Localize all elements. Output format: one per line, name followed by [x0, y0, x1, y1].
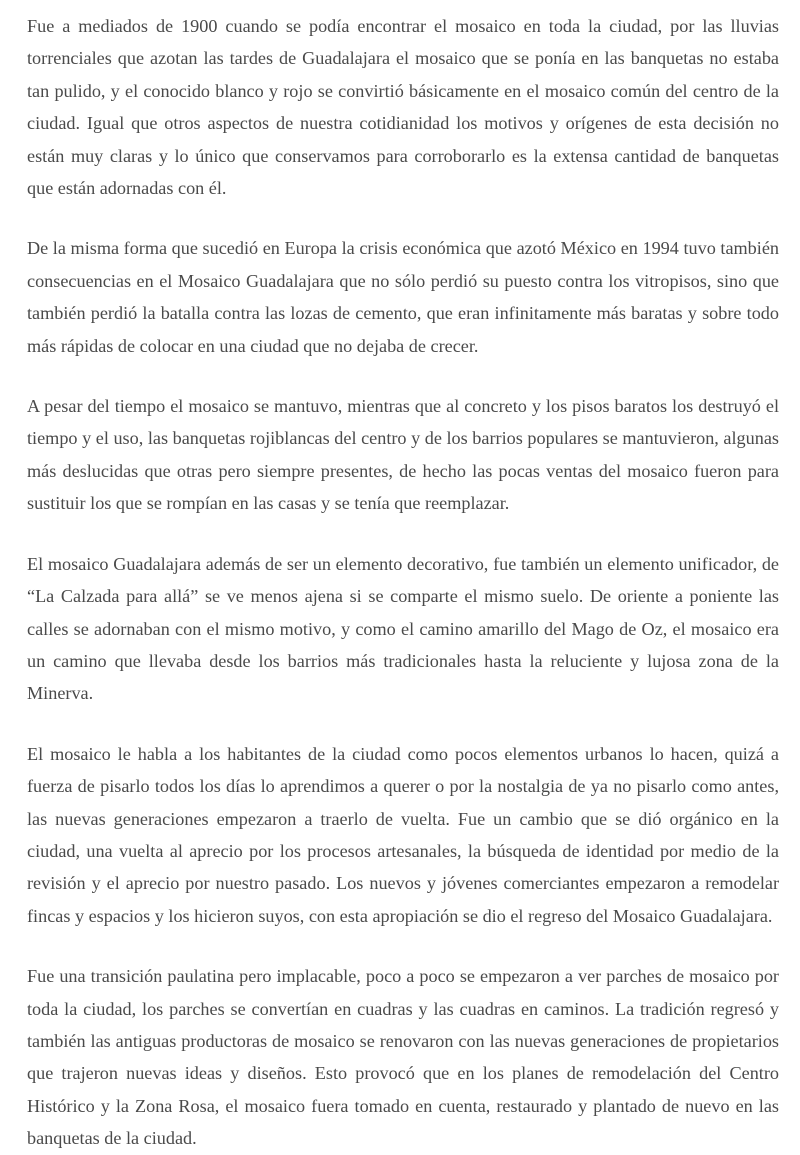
- paragraph-3: A pesar del tiempo el mosaico se mantuvo, mientras que al concreto y los pisos baratos los destruyó el tiempo y el uso, las banquetas rojiblancas del centro y de los barrios populares se mantuvieron, algunas más deslucidas que otras pero siempre presentes, de hecho las pocas ventas del mosaico fueron para sustituir los que se rompían en las casas y se tenía que reemplazar.: [27, 396, 779, 514]
- paragraph-1: Fue a mediados de 1900 cuando se podía encontrar el mosaico en toda la ciudad, por las lluvias torrenciales que azotan las tardes de Guadalajara el mosaico que se ponía en las banquetas no estaba tan pulido, y el conocido blanco y rojo se convirtió básicamente en el mosaico común del centro de la ciudad. Igual que otros aspectos de nuestra cotidianidad los motivos y orígenes de esta decisión no están muy claras y lo único que conservamos para corroborarlo es la extensa cantidad de banquetas que están adornadas con él.: [27, 16, 779, 199]
- paragraph-5: El mosaico le habla a los habitantes de la ciudad como pocos elementos urbanos lo hacen, quizá a fuerza de pisarlo todos los días lo aprendimos a querer o por la nostalgia de ya no pisarlo como antes, las nuevas generaciones empezaron a traerlo de vuelta. Fue un cambio que se dió orgánico en la ciudad, una vuelta al aprecio por los procesos artesanales, la búsqueda de identidad por medio de la revisión y el aprecio por nuestro pasado. Los nuevos y jóvenes comerciantes empezaron a remodelar fincas y espacios y los hicieron suyos, con esta apropiación se dio el regreso del Mosaico Guadalajara.: [27, 743, 779, 926]
- paragraph-6: Fue una transición paulatina pero implacable, poco a poco se empezaron a ver parches de mosaico por toda la ciudad, los parches se convertían en cuadras y las cuadras en caminos. La tradición regresó y también las antiguas productoras de mosaico se renovaron con las nuevas generaciones de propietarios que trajeron nuevas ideas y diseños. Esto provocó que en los planes de remodelación del Centro Histórico y la Zona Rosa, el mosaico fuera tomado en cuenta, restaurado y plantado de nuevo en las banquetas de la ciudad.: [27, 966, 779, 1149]
- paragraph-2: De la misma forma que sucedió en Europa la crisis económica que azotó México en 1994 tuvo también consecuencias en el Mosaico Guadalajara que no sólo perdió su puesto contra los vitropisos, sino que también perdió la batalla contra las lozas de cemento, que eran infinitamente más baratas y sobre todo más rápidas de colocar en una ciudad que no dejaba de crecer.: [27, 238, 779, 356]
- paragraph-4: El mosaico Guadalajara además de ser un elemento decorativo, fue también un elemento unificador, de “La Calzada para allá” se ve menos ajena si se comparte el mismo suelo. De oriente a poniente las calles se adornaban con el mismo motivo, y como el camino amarillo del Mago de Oz, el mosaico era un camino que llevaba desde los barrios más tradicionales hasta la reluciente y lujosa zona de la Minerva.: [27, 553, 779, 704]
- article-body: [27, 0, 779, 1155]
